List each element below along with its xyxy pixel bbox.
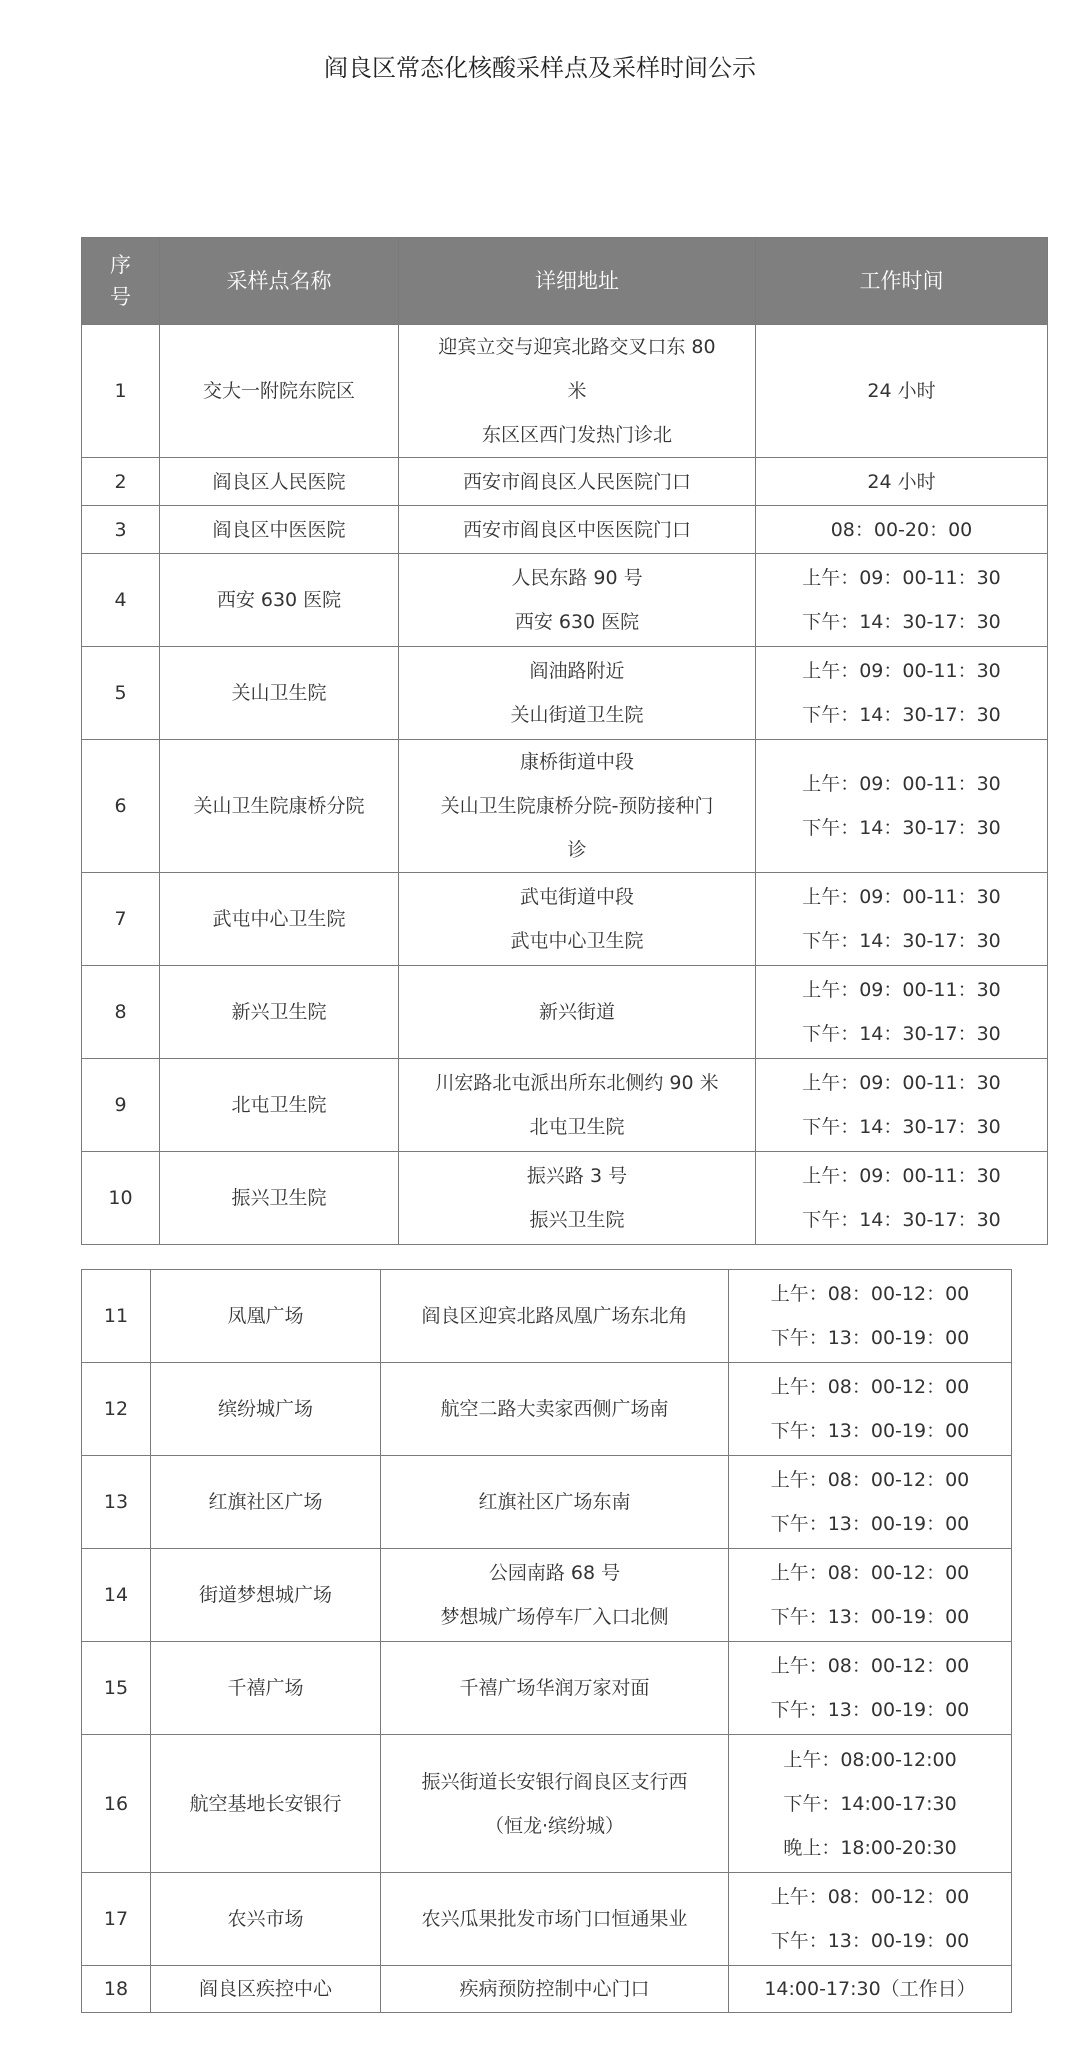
cell-address-line: 武屯中心卫生院 (510, 930, 644, 952)
cell-address-line: 振兴路 3 号 (526, 1165, 628, 1187)
cell-address-line: 川宏路北屯派出所东北侧约 90 米 (435, 1072, 719, 1094)
cell-address (399, 1059, 756, 1152)
table-row (82, 647, 1048, 740)
cell-hours-line: 上午：08:00-12:00 (783, 1748, 957, 1771)
cell-hours-line: 下午：14：30-17：30 (802, 817, 1001, 839)
cell-address (381, 1873, 729, 1966)
cell-address-line: 阎良区迎宾北路凤凰广场东北角 (421, 1305, 688, 1327)
cell-name: 阎良区疾控中心 (151, 1966, 381, 2013)
header-address: 详细地址 (399, 238, 756, 325)
cell-hours (756, 740, 1048, 873)
cell-address (399, 647, 756, 740)
cell-hours (729, 1642, 1012, 1735)
cell-address (381, 1363, 729, 1456)
cell-address-line: 红旗社区广场东南 (478, 1491, 631, 1513)
cell-hours-line: 下午：13：00-19：00 (770, 1420, 970, 1442)
cell-hours (756, 647, 1048, 740)
cell-name: 凤凰广场 (151, 1270, 381, 1363)
cell-hours-line: 上午：09：00-11：30 (802, 1072, 1001, 1094)
cell-hours-line: 上午：09：00-11：30 (802, 660, 1001, 682)
cell-address-line: 农兴瓜果批发市场门口恒通果业 (421, 1908, 688, 1930)
table-row (82, 1642, 1012, 1735)
cell-hours-line: 上午：08：00-12：00 (770, 1562, 970, 1584)
cell-address-line: 新兴街道 (538, 1001, 615, 1023)
cell-no: 7 (82, 873, 160, 966)
cell-hours (756, 873, 1048, 966)
cell-address-line: 西安市阎良区中医医院门口 (462, 518, 691, 541)
cell-hours-line: 下午：13：00-19：00 (770, 1327, 970, 1349)
cell-address-line: 公园南路 68 号 (488, 1562, 621, 1584)
page-title: 阎良区常态化核酸采样点及采样时间公示 (324, 54, 756, 82)
cell-hours-line: 上午：08：00-12：00 (770, 1655, 970, 1677)
cell-name: 北屯卫生院 (160, 1059, 399, 1152)
cell-address (381, 1966, 729, 2013)
cell-address (399, 458, 756, 506)
header-name: 采样点名称 (160, 238, 399, 325)
cell-name: 新兴卫生院 (160, 966, 399, 1059)
cell-hours-line: 下午：14：30-17：30 (802, 1116, 1001, 1138)
cell-hours (729, 1270, 1012, 1363)
cell-hours (756, 458, 1048, 506)
cell-no: 16 (82, 1735, 151, 1873)
cell-hours (756, 554, 1048, 647)
cell-address-line: 振兴街道长安银行阎良区支行西 (421, 1770, 688, 1793)
cell-address-line: 武屯街道中段 (519, 886, 634, 908)
cell-hours-line: 下午：14：30-17：30 (802, 611, 1001, 633)
cell-no: 9 (82, 1059, 160, 1152)
cell-address-line: 振兴卫生院 (529, 1209, 625, 1231)
table-row (82, 966, 1048, 1059)
cell-address (381, 1735, 729, 1873)
cell-address-line: （恒龙·缤纷城） (484, 1814, 625, 1837)
cell-hours-line: 下午：13：00-19：00 (770, 1606, 970, 1628)
cell-hours-line: 上午：09：00-11：30 (802, 773, 1001, 795)
cell-address (381, 1456, 729, 1549)
cell-hours-line: 下午：13：00-19：00 (770, 1930, 970, 1952)
table-row (82, 740, 1048, 873)
cell-address-line: 疾病预防控制中心门口 (459, 1978, 650, 2000)
cell-hours-line: 下午：14:00-17:30 (783, 1792, 957, 1815)
cell-hours-line: 08：00-20：00 (830, 518, 973, 541)
cell-no: 8 (82, 966, 160, 1059)
cell-hours-line: 下午：13：00-19：00 (770, 1699, 970, 1721)
cell-no: 15 (82, 1642, 151, 1735)
cell-address-line: 人民东路 90 号 (511, 567, 643, 589)
cell-hours (729, 1873, 1012, 1966)
cell-hours-line: 上午：08：00-12：00 (770, 1469, 970, 1491)
cell-no: 10 (82, 1152, 160, 1245)
cell-hours (729, 1363, 1012, 1456)
cell-hours-line: 上午：08：00-12：00 (770, 1376, 970, 1398)
cell-name: 关山卫生院康桥分院 (160, 740, 399, 873)
cell-name: 交大一附院东院区 (160, 325, 399, 458)
cell-hours-line: 上午：09：00-11：30 (802, 886, 1001, 908)
cell-hours (756, 1152, 1048, 1245)
cell-no: 12 (82, 1363, 151, 1456)
cell-hours-line: 14:00-17:30（工作日） (764, 1978, 976, 2000)
cell-hours-line: 上午：08：00-12：00 (770, 1283, 970, 1305)
cell-no: 18 (82, 1966, 151, 2013)
cell-address-line: 阎油路附近 (529, 660, 625, 682)
cell-address (381, 1270, 729, 1363)
table-row (82, 1966, 1012, 2013)
cell-hours (729, 1456, 1012, 1549)
cell-name: 街道梦想城广场 (151, 1549, 381, 1642)
cell-address (399, 873, 756, 966)
cell-name: 阎良区中医医院 (160, 506, 399, 554)
cell-address-line: 航空二路大卖家西侧广场南 (440, 1398, 669, 1420)
cell-name: 红旗社区广场 (151, 1456, 381, 1549)
cell-address (399, 506, 756, 554)
cell-address-line: 迎宾立交与迎宾北路交叉口东 80 (438, 336, 716, 358)
cell-no: 6 (82, 740, 160, 873)
cell-no: 3 (82, 506, 160, 554)
cell-no: 1 (82, 325, 160, 458)
cell-address-line: 东区区西门发热门诊北 (481, 424, 672, 446)
cell-name: 振兴卫生院 (160, 1152, 399, 1245)
cell-hours (729, 1735, 1012, 1873)
cell-hours (729, 1549, 1012, 1642)
cell-address (381, 1549, 729, 1642)
header-hours: 工作时间 (756, 238, 1048, 325)
table-row (82, 1059, 1048, 1152)
cell-address (399, 966, 756, 1059)
cell-no: 14 (82, 1549, 151, 1642)
cell-address-line: 梦想城广场停车厂入口北侧 (440, 1606, 669, 1628)
header-no-line2: 号 (110, 285, 131, 309)
table-row (82, 458, 1048, 506)
header-no (82, 238, 160, 325)
cell-address-line: 北屯卫生院 (529, 1116, 625, 1138)
cell-address (399, 740, 756, 873)
cell-hours (756, 325, 1048, 458)
cell-hours-line: 上午：09：00-11：30 (802, 1165, 1001, 1187)
cell-hours-line: 24 小时 (867, 470, 936, 493)
cell-address-line: 康桥街道中段 (519, 751, 634, 773)
cell-address-line: 米 (567, 380, 587, 402)
cell-address (381, 1642, 729, 1735)
table-row (82, 1549, 1012, 1642)
cell-address-line: 关山卫生院康桥分院-预防接种门 (440, 795, 714, 817)
cell-address (399, 554, 756, 647)
cell-hours-line: 上午：09：00-11：30 (802, 567, 1001, 589)
table-row (82, 325, 1048, 458)
cell-hours-line: 下午：13：00-19：00 (770, 1513, 970, 1535)
cell-name: 西安 630 医院 (160, 554, 399, 647)
table-row (82, 506, 1048, 554)
cell-no: 13 (82, 1456, 151, 1549)
table-row (82, 1456, 1012, 1549)
cell-hours-line: 下午：14：30-17：30 (802, 1023, 1001, 1045)
cell-hours-line: 上午：08：00-12：00 (770, 1886, 970, 1908)
table-header-row (82, 238, 1048, 325)
table-row (82, 1270, 1012, 1363)
cell-address-line: 千禧广场华润万家对面 (459, 1677, 650, 1699)
cell-hours-line: 下午：14：30-17：30 (802, 1209, 1001, 1231)
cell-address-line: 关山街道卫生院 (510, 704, 644, 726)
cell-address-line: 诊 (567, 839, 587, 861)
table-row (82, 1363, 1012, 1456)
cell-name: 千禧广场 (151, 1642, 381, 1735)
cell-name: 阎良区人民医院 (160, 458, 399, 506)
table-row (82, 554, 1048, 647)
cell-name: 缤纷城广场 (151, 1363, 381, 1456)
table-row (82, 1873, 1012, 1966)
cell-no: 2 (82, 458, 160, 506)
cell-no: 11 (82, 1270, 151, 1363)
header-no-line1: 序 (110, 253, 131, 277)
cell-hours-line: 晚上：18:00-20:30 (783, 1836, 957, 1859)
cell-hours (756, 1059, 1048, 1152)
sampling-table-part2 (81, 1269, 1012, 2013)
cell-hours-line: 下午：14：30-17：30 (802, 704, 1001, 726)
table-row (82, 873, 1048, 966)
cell-no: 5 (82, 647, 160, 740)
cell-address (399, 325, 756, 458)
cell-name: 航空基地长安银行 (151, 1735, 381, 1873)
cell-name: 农兴市场 (151, 1873, 381, 1966)
cell-name: 武屯中心卫生院 (160, 873, 399, 966)
cell-address-line: 西安市阎良区人民医院门口 (462, 470, 691, 493)
cell-hours (756, 506, 1048, 554)
table-row (82, 1735, 1012, 1873)
cell-hours (756, 966, 1048, 1059)
cell-hours-line: 24 小时 (867, 380, 936, 402)
cell-no: 17 (82, 1873, 151, 1966)
cell-address-line: 西安 630 医院 (514, 611, 640, 633)
table-row (82, 1152, 1048, 1245)
sampling-table-part1 (81, 237, 1048, 1245)
cell-address (399, 1152, 756, 1245)
cell-no: 4 (82, 554, 160, 647)
cell-hours-line: 下午：14：30-17：30 (802, 930, 1001, 952)
cell-name: 关山卫生院 (160, 647, 399, 740)
cell-hours (729, 1966, 1012, 2013)
cell-hours-line: 上午：09：00-11：30 (802, 979, 1001, 1001)
